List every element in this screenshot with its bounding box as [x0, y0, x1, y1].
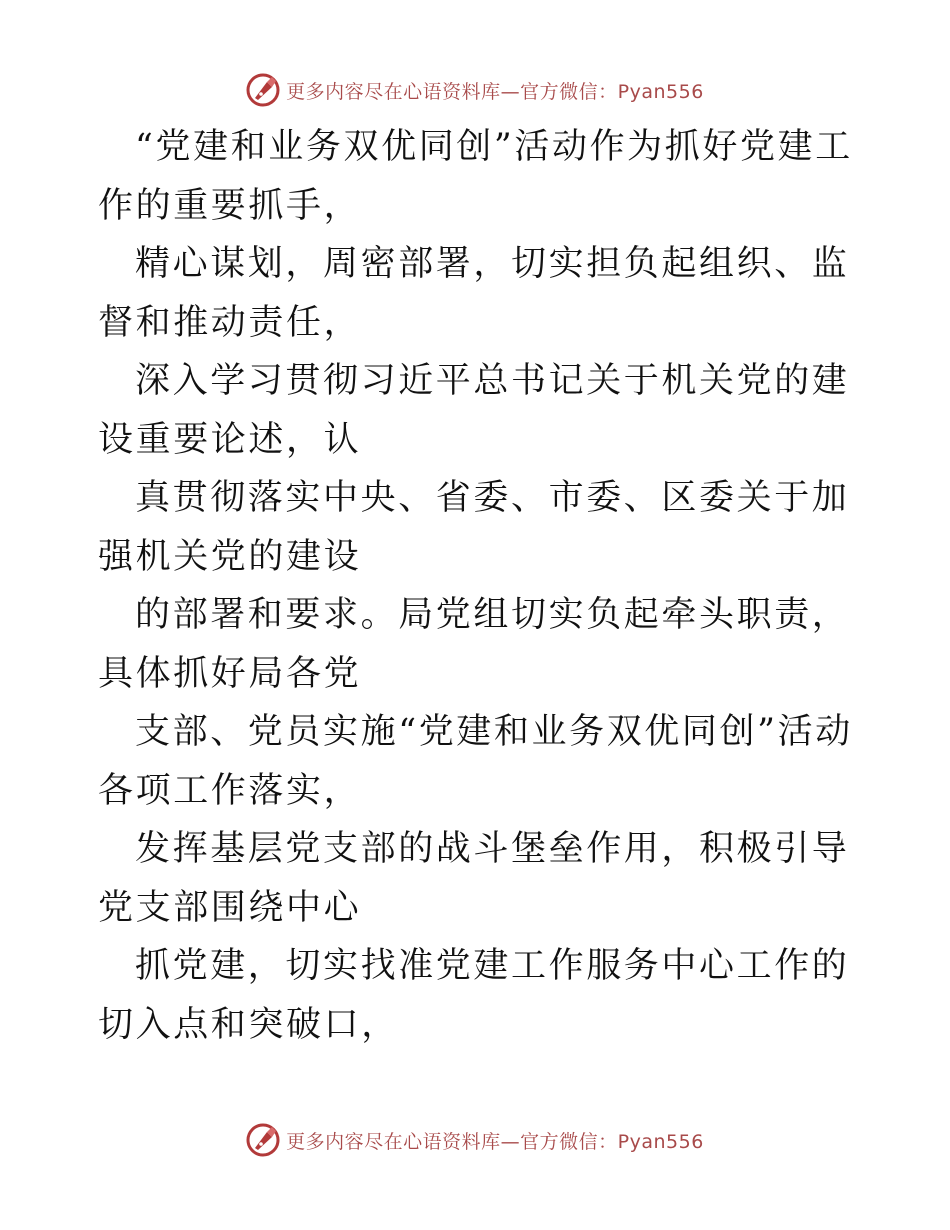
paragraph: 深入学习贯彻习近平总书记关于机关党的建设重要论述，认 [98, 361, 850, 460]
paragraph: 的部署和要求。局党组切实负起牵头职责，具体抓好局各党 [98, 595, 850, 694]
header-banner [0, 70, 950, 110]
paragraph: 抓党建，切实找准党建工作服务中心工作的切入点和突破口， [98, 946, 850, 1045]
paragraph: 精心谋划，周密部署，切实担负起组织、监督和推动责任， [98, 244, 850, 343]
header-banner-text: 更多内容尽在心语资料库—官方微信：Pyan556 [286, 80, 704, 103]
paragraph: 发挥基层党支部的战斗堡垒作用，积极引导党支部围绕中心 [98, 829, 850, 928]
footer-banner-text: 更多内容尽在心语资料库—官方微信：Pyan556 [286, 1130, 704, 1153]
paragraph: “党建和业务双优同创”活动作为抓好党建工作的重要抓手， [98, 127, 853, 226]
pen-nib-logo-icon [246, 73, 280, 107]
pen-nib-logo-icon [246, 1123, 280, 1157]
footer-banner [0, 1120, 950, 1160]
paragraph: 支部、党员实施“党建和业务双优同创”活动各项工作落实， [98, 712, 853, 811]
document-body [98, 118, 858, 1054]
paragraph: 真贯彻落实中央、省委、市委、区委关于加强机关党的建设 [98, 478, 850, 577]
